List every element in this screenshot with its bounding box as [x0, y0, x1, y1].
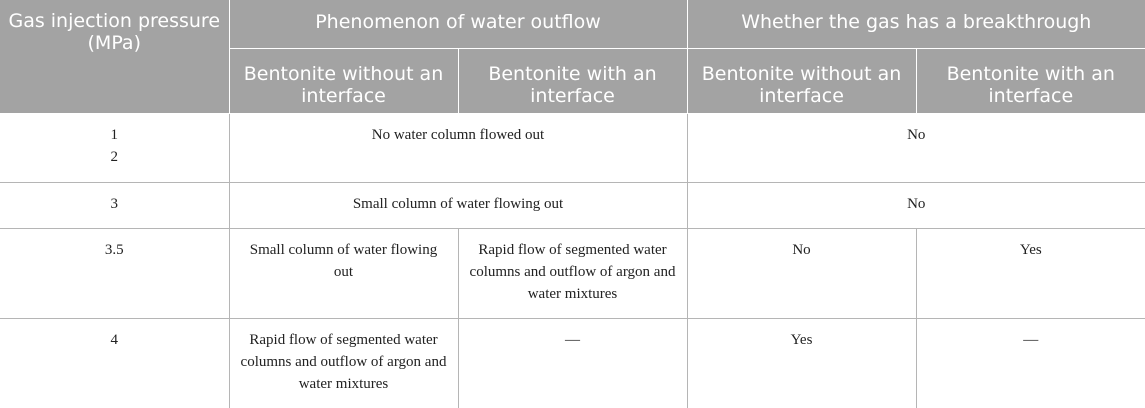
pressure-value: 2 [10, 146, 219, 168]
pressure-cell [0, 114, 229, 183]
outflow-with-cell: Rapid flow of segmented water columns and outflow of argon and water mixtures [458, 229, 687, 319]
header-outflow-with-interface: Bentonite with an interface [458, 49, 687, 114]
outflow-cell: No water column flowed out [229, 114, 687, 183]
breakthrough-without-cell: Yes [687, 319, 916, 408]
outflow-cell: Small column of water flowing out [229, 183, 687, 229]
pressure-cell: 3 [0, 183, 229, 229]
breakthrough-cell: No [687, 114, 1145, 183]
table-row [0, 319, 1145, 408]
header-breakthrough-without-interface: Bentonite without an interface [687, 49, 916, 114]
header-breakthrough-with-interface: Bentonite with an interface [916, 49, 1145, 114]
outflow-with-cell: — [458, 319, 687, 408]
table-row [0, 183, 1145, 229]
breakthrough-with-cell: Yes [916, 229, 1145, 319]
header-outflow-without-interface: Bentonite without an interface [229, 49, 458, 114]
table-row [0, 229, 1145, 319]
pressure-cell: 4 [0, 319, 229, 408]
pressure-cell: 3.5 [0, 229, 229, 319]
outflow-without-cell: Rapid flow of segmented water columns and outflow of argon and water mixtures [229, 319, 458, 408]
header-gas-injection-pressure: Gas injection pressure (MPa) [0, 0, 229, 114]
header-water-outflow-group: Phenomenon of water outflow [229, 0, 687, 49]
outflow-without-cell: Small column of water flowing out [229, 229, 458, 319]
breakthrough-without-cell: No [687, 229, 916, 319]
table-row [0, 114, 1145, 183]
pressure-value: 1 [10, 124, 219, 146]
breakthrough-with-cell: — [916, 319, 1145, 408]
header-gas-breakthrough-group: Whether the gas has a breakthrough [687, 0, 1145, 49]
breakthrough-cell: No [687, 183, 1145, 229]
